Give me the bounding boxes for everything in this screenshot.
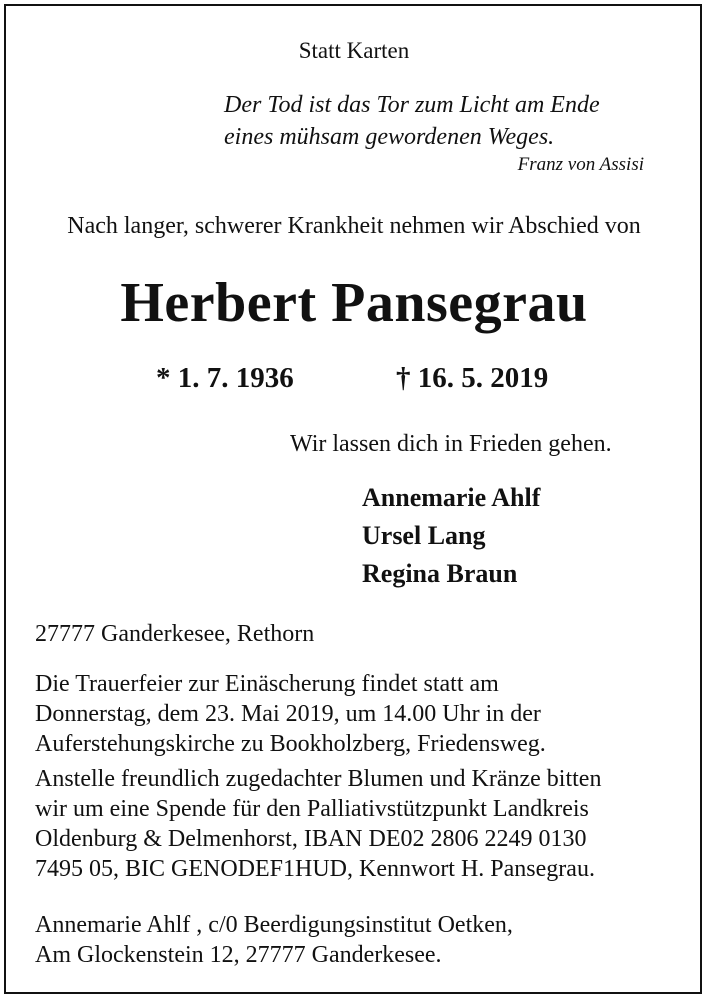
funeral-line: Donnerstag, dem 23. Mai 2019, um 14.00 Uhr in der [35, 701, 541, 727]
mourners-list [362, 479, 540, 593]
deceased-name: Herbert Pansegrau [120, 272, 588, 334]
donation-line: Oldenburg & Delmenhorst, IBAN DE02 2806 2249 0130 [35, 826, 587, 852]
funeral-line: Auferstehungskirche zu Bookholzberg, Friedensweg. [35, 731, 546, 757]
donation-info [35, 764, 601, 884]
mourner-name: Regina Braun [362, 559, 518, 588]
funeral-line: Die Trauerfeier zur Einäscherung findet statt am [35, 671, 499, 697]
quote-line: eines mühsam gewordenen Weges. [224, 124, 555, 150]
quote-line: Der Tod ist das Tor zum Licht am Ende [224, 92, 600, 118]
donation-line: wir um eine Spende für den Palliativstützpunkt Landkreis [35, 796, 589, 822]
contact-info [35, 910, 513, 970]
mourner-name: Ursel Lang [362, 521, 486, 550]
contact-line: Am Glockenstein 12, 27777 Ganderkesee. [35, 942, 442, 968]
motto: Wir lassen dich in Frieden gehen. [290, 431, 612, 457]
mourner-name: Annemarie Ahlf [362, 483, 541, 512]
funeral-info [35, 669, 546, 759]
donation-line: 7495 05, BIC GENODEF1HUD, Kennwort H. Pansegrau. [35, 856, 595, 882]
intro-text: Nach langer, schwerer Krankheit nehmen wir Abschied von [67, 213, 641, 239]
quote [224, 89, 600, 153]
quote-author: Franz von Assisi [517, 154, 644, 175]
contact-line: Annemarie Ahlf , c/0 Beerdigungsinstitut Oetken, [35, 912, 513, 938]
header-statt-karten: Statt Karten [298, 38, 410, 63]
death-date: † 16. 5. 2019 [396, 362, 549, 394]
birth-date: * 1. 7. 1936 [156, 362, 294, 394]
place: 27777 Ganderkesee, Rethorn [35, 621, 315, 647]
donation-line: Anstelle freundlich zugedachter Blumen und Kränze bitten [35, 766, 602, 792]
